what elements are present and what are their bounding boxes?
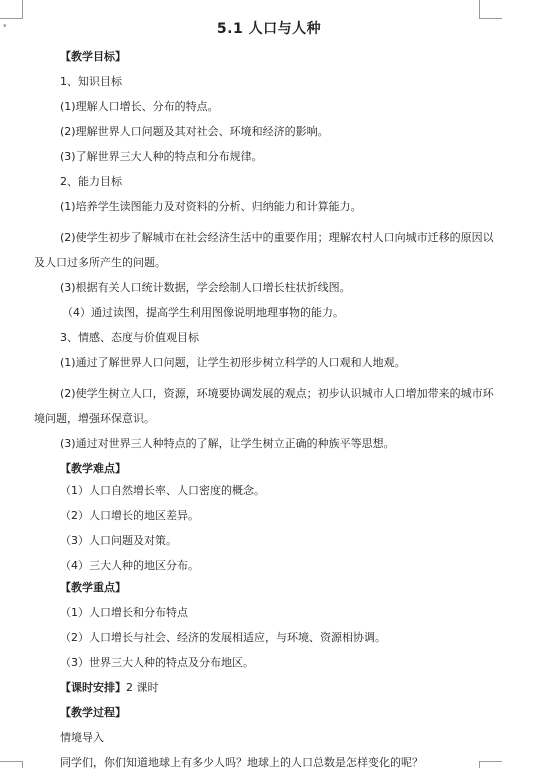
key-item-2: （2）人口增长与社会、经济的发展相适应，与环境、资源相协调。 <box>60 631 386 644</box>
key-heading: 【教学重点】 <box>60 581 126 594</box>
collapse-arrow-icon[interactable]: ▾ <box>3 22 7 30</box>
ability-item-1: (1)培养学生读图能力及对资料的分析、归纳能力和计算能力。 <box>60 200 362 213</box>
difficulty-item-3: （3）人口问题及对策。 <box>60 534 177 547</box>
difficulty-item-4: （4）三大人种的地区分布。 <box>60 559 199 572</box>
document-page <box>34 14 504 781</box>
intro-heading: 情境导入 <box>60 731 104 744</box>
key-item-1: （1）人口增长和分布特点 <box>60 606 188 619</box>
difficulty-item-1: （1）人口自然增长率、人口密度的概念。 <box>60 484 265 497</box>
process-heading: 【教学过程】 <box>60 706 126 719</box>
knowledge-item-2: (2)理解世界人口问题及其对社会、环境和经济的影响。 <box>60 125 329 138</box>
ability-item-3: (3)根据有关人口统计数据，学会绘制人口增长柱状折线图。 <box>60 281 351 294</box>
crop-mark-top-left <box>0 0 23 19</box>
schedule-label: 【课时安排】 <box>60 681 126 694</box>
knowledge-heading: 1、知识目标 <box>60 75 122 88</box>
attitude-item-3: (3)通过对世界三人种特点的了解，让学生树立正确的种族平等思想。 <box>60 437 395 450</box>
difficulty-item-2: （2）人口增长的地区差异。 <box>60 509 199 522</box>
document-title: 5.1 人口与人种 <box>216 21 322 37</box>
key-item-3: （3）世界三大人种的特点及分布地区。 <box>60 656 254 669</box>
difficulty-heading: 【教学难点】 <box>60 462 126 475</box>
crop-mark-bottom-left <box>0 761 23 768</box>
attitude-item-2: (2)使学生树立人口，资源，环境要协调发展的观点；初步认识城市人口增加带来的城市环境问题，增强环保意识。 <box>34 387 494 425</box>
ability-heading: 2、能力目标 <box>60 175 122 188</box>
ability-item-2: (2)使学生初步了解城市在社会经济生活中的重要作用；理解农村人口向城市迁移的原因以及人口过多所产生的问题。 <box>34 231 494 269</box>
knowledge-item-1: (1)理解人口增长、分布的特点。 <box>60 100 219 113</box>
attitude-heading: 3、情感、态度与价值观目标 <box>60 331 199 344</box>
knowledge-item-3: (3)了解世界三大人种的特点和分布规律。 <box>60 150 263 163</box>
intro-text: 同学们，你们知道地球上有多少人吗？地球上的人口总数是怎样变化的呢？ <box>60 756 423 769</box>
objectives-heading: 【教学目标】 <box>60 50 126 63</box>
schedule-line <box>34 681 504 695</box>
attitude-item-1: (1)通过了解世界人口问题，让学生初形步树立科学的人口观和人地观。 <box>60 356 406 369</box>
schedule-value: 2 课时 <box>126 681 159 694</box>
ability-item-4: （4）通过读图，提高学生利用图像说明地理事物的能力。 <box>62 306 344 319</box>
